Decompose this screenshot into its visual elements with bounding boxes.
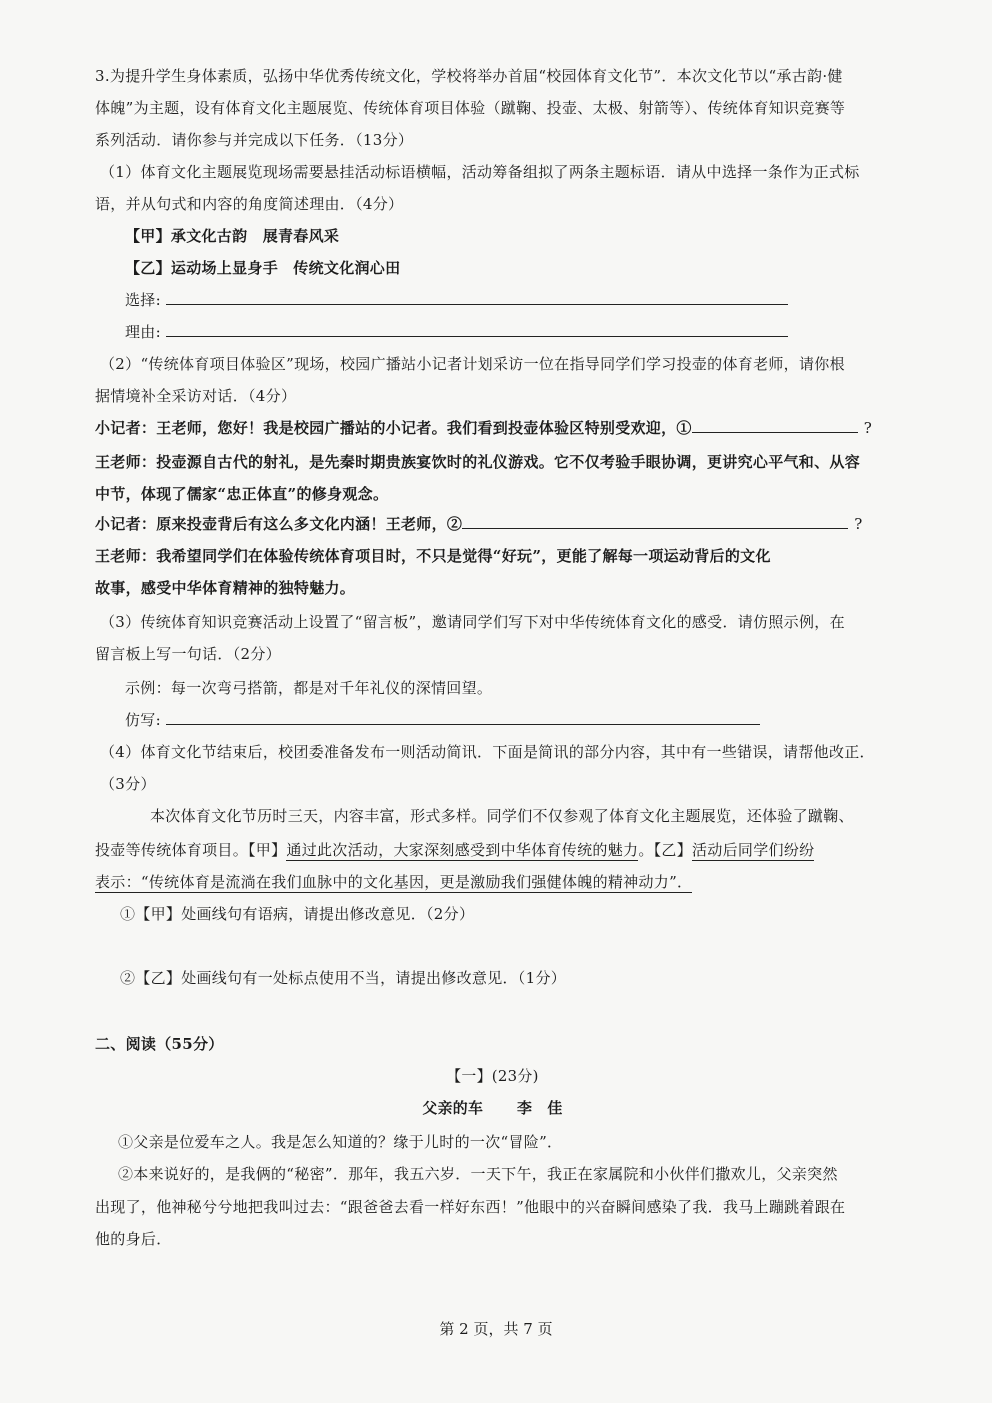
article-para-2-line-2: 出现了，他神秘兮兮地把我叫过去：“跟爸爸去看一样好东西！”他眼中的兴奋瞬间感染了我．我马上蹦跳着跟在 xyxy=(95,1198,846,1216)
sub3-stem-line-1: （3）传统体育知识竞赛活动上设置了“留言板”，邀请同学们写下对中华传统体育文化的感受．请仿照示例，在 xyxy=(100,613,845,631)
interview-blank-1[interactable] xyxy=(692,418,858,433)
interview-blank-2[interactable] xyxy=(462,514,848,529)
article-para-2-line-3: 他的身后． xyxy=(95,1230,172,1248)
choice-row xyxy=(125,290,788,310)
article-para-1: ①父亲是位爱车之人。我是怎么知道的？缘于儿时的一次“冒险”． xyxy=(118,1133,563,1151)
imitate-label: 仿写: xyxy=(125,711,161,729)
news-passage-line-1: 本次体育文化节历时三天，内容丰富，形式多样。同学们不仅参观了体育文化主题展览，还体验了蹴鞠、 xyxy=(150,807,854,825)
teacher-answer-2a: 我希望同学们在体验传统体育项目时，不只是觉得“好玩”，更能了解每一项运动背后的文化 xyxy=(156,547,771,565)
underlined-sentence-a: 通过此次活动，大家深刻感受到中华体育传统的魅力 xyxy=(286,841,639,859)
example-sentence: 示例：每一次弯弓搭箭，都是对千年礼仪的深情回望。 xyxy=(125,679,493,697)
news-passage-line-2 xyxy=(95,840,814,860)
sub3-stem-line-2: 留言板上写一句话．（2分） xyxy=(95,645,281,663)
imitate-row xyxy=(125,710,760,730)
teacher-speaker-label-2: 王老师： xyxy=(95,547,157,565)
reporter-line-2 xyxy=(95,514,863,534)
teacher-speaker-label: 王老师： xyxy=(95,453,157,471)
sub1-stem-line-1: （1）体育文化主题展览现场需要悬挂活动标语横幅，活动筹备组拟了两条主题标语．请从中选择一条作为正式标 xyxy=(100,163,860,181)
article-title: 父亲的车 xyxy=(422,1099,484,1117)
imitate-answer-blank[interactable] xyxy=(166,710,760,725)
teacher-line-1 xyxy=(95,452,860,472)
underlined-sentence-b-start: 活动后同学们纷纷 xyxy=(692,841,815,859)
q3-intro-line-2: 体魄”为主题，设有体育文化主题展览、传统体育项目体验（蹴鞠、投壶、太极、射箭等）、传统体育知识竞赛等 xyxy=(95,99,846,117)
question-mark-1: ? xyxy=(863,419,873,437)
choice-answer-blank[interactable] xyxy=(166,290,788,305)
choice-label: 选择: xyxy=(125,291,161,309)
underlined-sentence-b-end: 表示：“传统体育是流淌在我们血脉中的文化基因，更是激励我们强健体魄的精神动力”． xyxy=(95,873,693,891)
news-passage-line-2-mid: 。【乙】 xyxy=(638,841,693,859)
reporter-line-1 xyxy=(95,418,872,438)
section-heading-reading: 二、阅读（55分） xyxy=(95,1035,224,1053)
reason-answer-blank[interactable] xyxy=(166,322,788,337)
reporter-question-2: 原来投壶背后有这么多文化内涵！王老师，② xyxy=(156,515,463,533)
article-para-2-line-1: ②本来说好的，是我俩的“秘密”．那年，我五六岁．一天下午，我正在家属院和小伙伴们撒欢儿，父亲突然 xyxy=(118,1165,838,1183)
reporter-speaker-label: 小记者： xyxy=(95,419,157,437)
sub4-stem-line-1: （4）体育文化节结束后，校团委准备发布一则活动简讯．下面是简讯的部分内容，其中有一些错误，请帮他改正． xyxy=(100,743,875,761)
sub1-stem-line-2: 语，并从句式和内容的角度简述理由．（4分） xyxy=(95,195,404,213)
reading-part-title: 【一】(23分) xyxy=(446,1067,539,1085)
teacher-answer-2b: 故事，感受中华体育精神的独特魅力。 xyxy=(95,579,356,597)
news-passage-line-2-pre: 投壶等传统体育项目。【甲】 xyxy=(95,841,287,859)
reason-label: 理由: xyxy=(125,323,161,341)
article-author: 李 佳 xyxy=(516,1099,563,1117)
slogan-option-b: 【乙】运动场上显身手 传统文化润心田 xyxy=(125,259,401,277)
q3-intro-line-1: 3.为提升学生身体素质，弘扬中华优秀传统文化，学校将举办首届“校园体育文化节”．本次文化节以“承古韵·健 xyxy=(95,67,843,85)
q3-intro-line-3: 系列活动．请你参与并完成以下任务．（13分） xyxy=(95,131,414,149)
sub4-task-2: ②【乙】处画线句有一处标点使用不当，请提出修改意见．（1分） xyxy=(120,969,567,987)
news-passage-line-3 xyxy=(95,872,692,892)
slogan-option-a: 【甲】承文化古韵 展青春风采 xyxy=(125,227,340,245)
teacher-answer-1a: 投壶源自古代的射礼，是先秦时期贵族宴饮时的礼仪游戏。它不仅考验手眼协调，更讲究心平气和、从容 xyxy=(156,453,861,471)
question-mark-2: ? xyxy=(854,515,863,533)
article-heading xyxy=(0,1098,985,1118)
sub4-stem-line-2: （3分） xyxy=(100,775,156,793)
page-number-footer: 第 2 页，共 7 页 xyxy=(439,1320,553,1338)
sub2-stem-line-2: 据情境补全采访对话．（4分） xyxy=(95,387,297,405)
sub2-stem-line-1: （2）“传统体育项目体验区”现场，校园广播站小记者计划采访一位在指导同学们学习投壶的体育老师，请你根 xyxy=(100,355,845,373)
sub4-task-1: ①【甲】处画线句有语病，请提出修改意见．（2分） xyxy=(120,905,475,923)
reporter-question-1: 王老师，您好！我是校园广播站的小记者。我们看到投壶体验区特别受欢迎，① xyxy=(156,419,692,437)
teacher-answer-1b: 中节，体现了儒家“忠正体直”的修身观念。 xyxy=(95,485,389,503)
teacher-line-2 xyxy=(95,546,771,566)
reporter-speaker-label-2: 小记者： xyxy=(95,515,157,533)
reason-row xyxy=(125,322,788,342)
